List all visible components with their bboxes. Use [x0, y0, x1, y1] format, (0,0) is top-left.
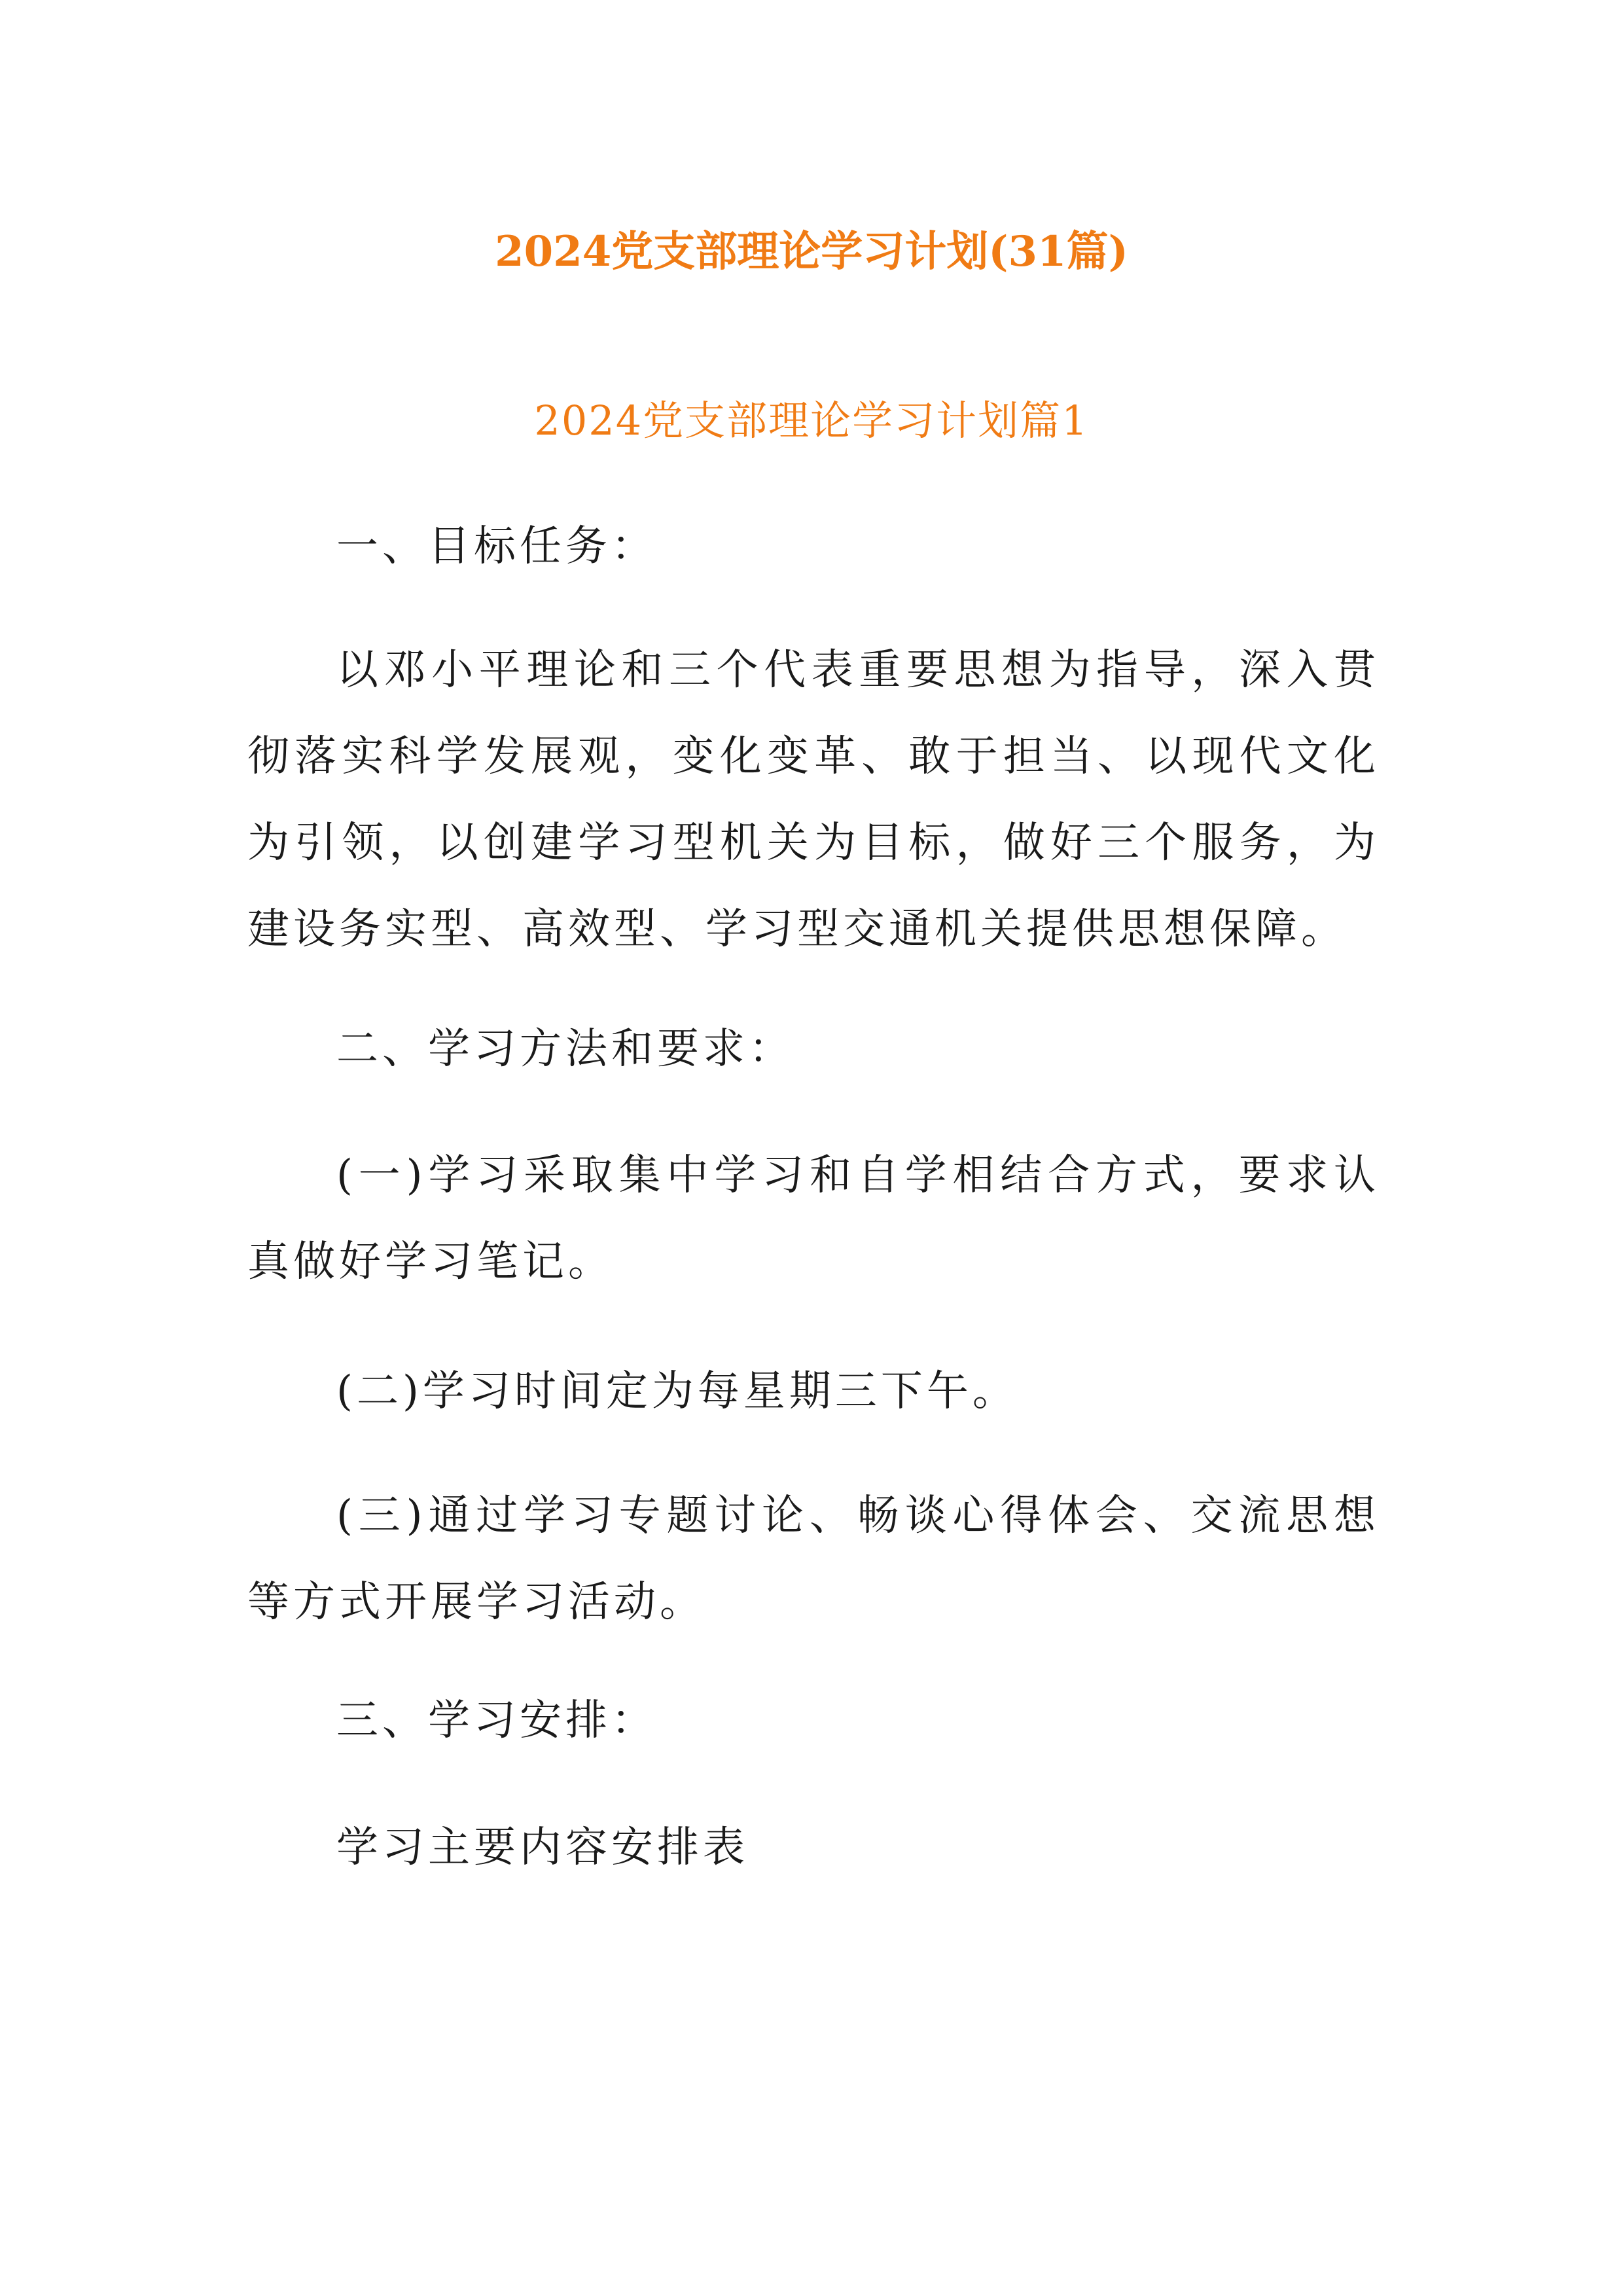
document-title: 2024党支部理论学习计划(31篇) [495, 227, 1128, 276]
table-caption: 学习主要内容安排表 [336, 1823, 749, 1872]
list-item-method-1: (一)学习采取集中学习和自学相结合方式，要求认真做好学习笔记。 [247, 1151, 1380, 1286]
section-body-goals: 以邓小平理论和三个代表重要思想为指导，深入贯彻落实科学发展观，变化变革、敢于担当、以现代文化为引领，以创建学习型机关为目标，做好三个服务，为建设务实型、高效型、学习型交通机关提供思想保障。 [247, 646, 1380, 954]
list-item-method-2: (二)学习时间定为每星期三下午。 [336, 1367, 1018, 1416]
section-heading-schedule: 三、学习安排： [336, 1696, 657, 1745]
section-heading-methods: 二、学习方法和要求： [336, 1025, 794, 1073]
section-heading-goals: 一、目标任务： [336, 522, 657, 571]
list-item-method-3: (三)通过学习专题讨论、畅谈心得体会、交流思想等方式开展学习活动。 [247, 1492, 1380, 1626]
document-subtitle: 2024党支部理论学习计划篇1 [534, 397, 1089, 444]
